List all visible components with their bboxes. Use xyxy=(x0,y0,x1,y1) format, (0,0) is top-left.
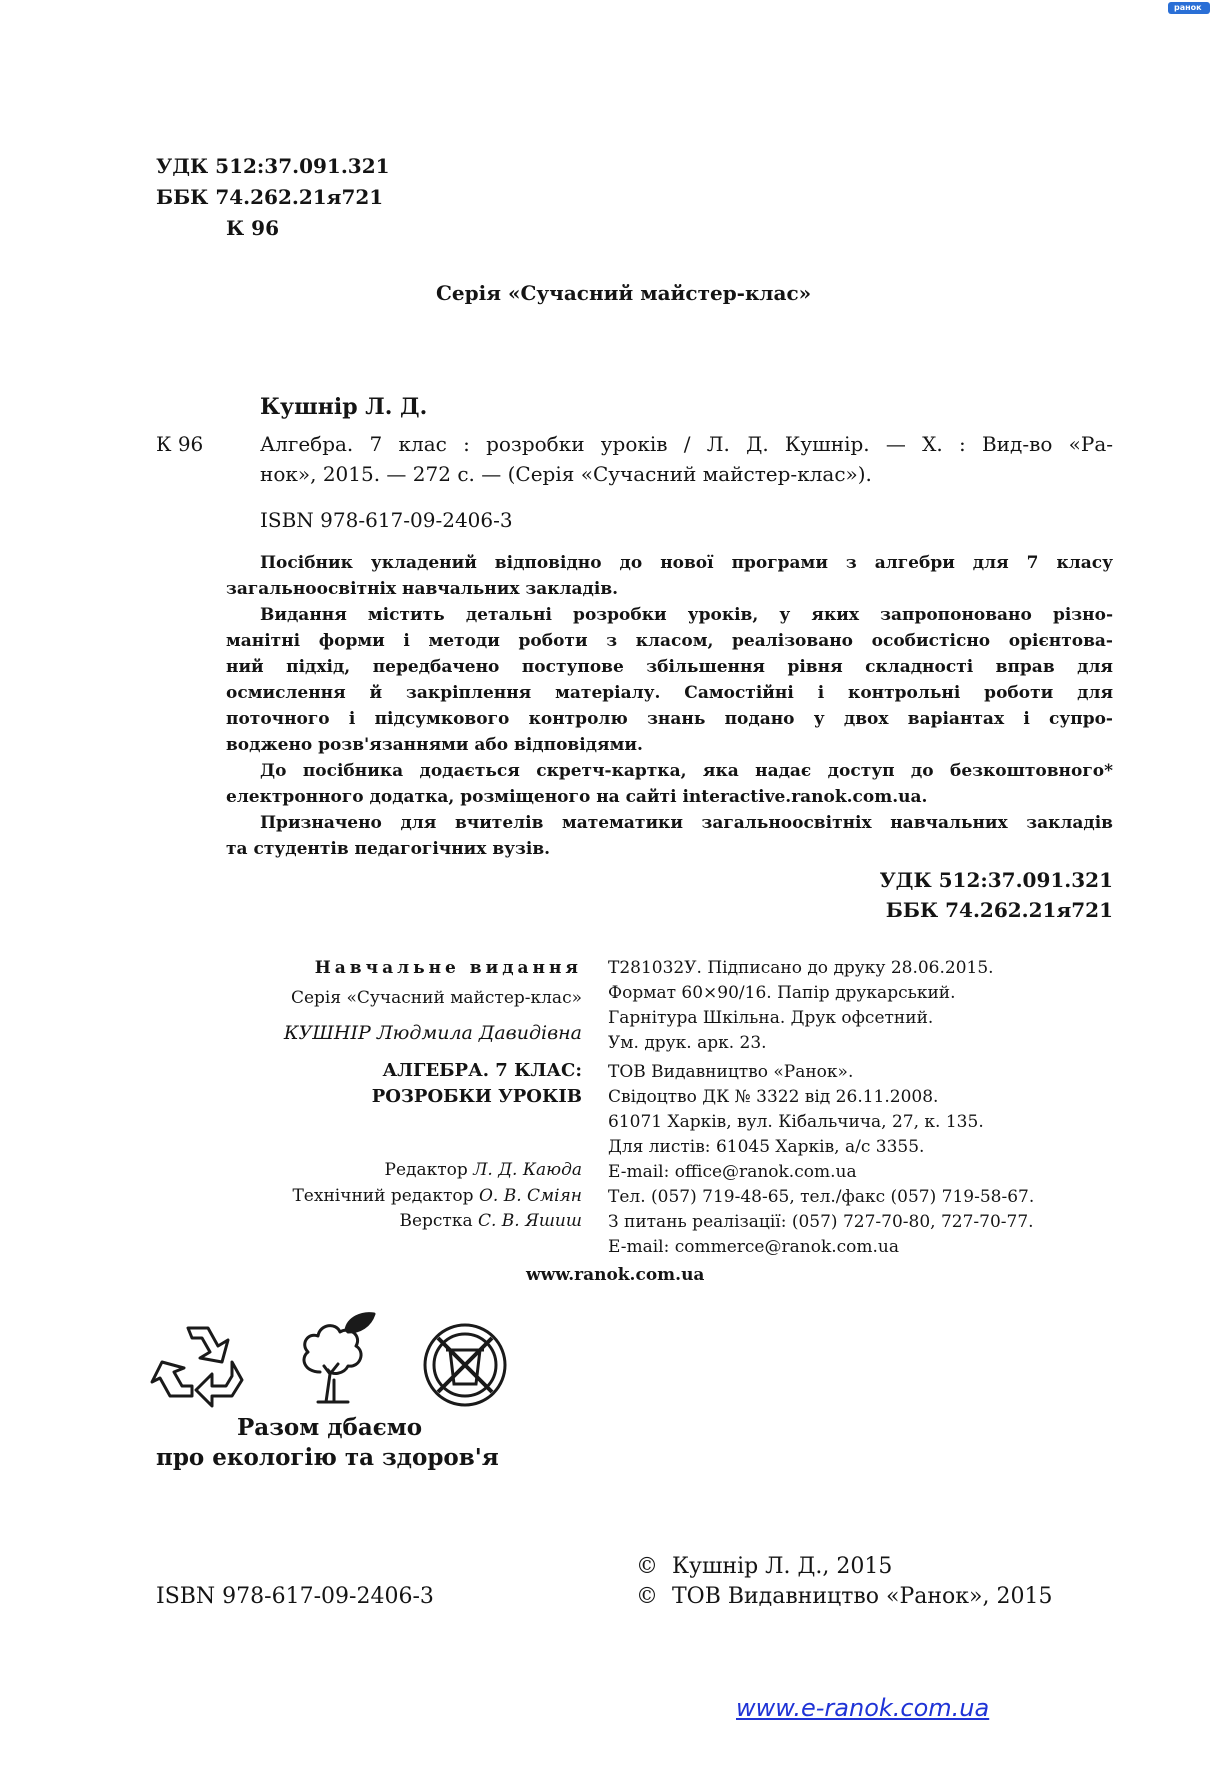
layout-label: Верстка xyxy=(399,1211,473,1231)
tech-editor-name: О. В. Сміян xyxy=(478,1186,582,1206)
e-ranok-link[interactable]: www.e-ranok.com.ua xyxy=(736,1694,990,1722)
annotation-line: ний підхід, передбачено поступове збільшення рівня складності вправ для xyxy=(226,657,1113,677)
catalog-isbn: ISBN 978-617-09-2406-3 xyxy=(260,508,513,532)
isbn-bottom: ISBN 978-617-09-2406-3 xyxy=(156,1584,434,1609)
annotation-line: Посібник укладений відповідно до нової програми з алгебри для 7 класу xyxy=(260,553,1113,573)
annotation-line: воджено розв'язаннями або відповідями. xyxy=(226,735,643,755)
imprint-title-2: РОЗРОБКИ УРОКІВ xyxy=(371,1086,582,1107)
imprint-line: Тел. (057) 719-48-65, тел./факс (057) 719-58-67. xyxy=(608,1187,1035,1207)
copyright-author: © Кушнір Л. Д., 2015 xyxy=(636,1554,893,1579)
bbk-code-right: ББК 74.262.21я721 xyxy=(885,898,1113,922)
imprint-line: E-mail: office@ranok.com.ua xyxy=(608,1162,857,1182)
annotation-line: Видання містить детальні розробки уроків, у яких запропоновано різно- xyxy=(260,605,1113,625)
tree-icon xyxy=(290,1310,380,1410)
imprint-line: Ум. друк. арк. 23. xyxy=(608,1033,767,1053)
imprint-line: 61071 Харків, вул. Кібальчича, 27, к. 135. xyxy=(608,1112,984,1132)
imprint-line: Т281032У. Підписано до друку 28.06.2015. xyxy=(608,958,994,978)
imprint-line: З питань реалізації: (057) 727-70-80, 727-70-77. xyxy=(608,1212,1034,1232)
bbk-code: ББК 74.262.21я721 xyxy=(156,185,384,209)
annotation-line: Призначено для вчителів математики загальноосвітніх навчальних закладів xyxy=(260,813,1113,833)
author-heading: Кушнір Л. Д. xyxy=(260,394,428,420)
copyright-publisher: © ТОВ Видавництво «Ранок», 2015 xyxy=(636,1584,1053,1609)
tech-editor-credit xyxy=(260,1186,582,1206)
imprint-line: ТОВ Видавництво «Ранок». xyxy=(608,1062,854,1082)
catalog-line-2: нок», 2015. — 272 с. — (Серія «Сучасний майстер-клас»). xyxy=(260,462,872,486)
layout-name: С. В. Яшиш xyxy=(477,1211,582,1231)
imprint-line: E-mail: commerce@ranok.com.ua xyxy=(608,1237,900,1257)
series-line: Серія «Сучасний майстер-клас» xyxy=(436,281,812,305)
eco-slogan-line-2: про екологію та здоров'я xyxy=(156,1444,499,1471)
annotation-line: електронного додатка, розміщеного на сайті interactive.ranok.com.ua. xyxy=(226,787,928,807)
imprint-line: Формат 60×90/16. Папір друкарський. xyxy=(608,983,956,1003)
corner-logo xyxy=(1168,2,1210,14)
catalog-code: К 96 xyxy=(156,432,204,456)
annotation-line: та студентів педагогічних вузів. xyxy=(226,839,551,859)
editor-name: Л. Д. Каюда xyxy=(473,1160,582,1180)
editor-label: Редактор xyxy=(384,1160,468,1180)
editor-credit xyxy=(260,1160,582,1180)
imprint-line: Гарнітура Шкільна. Друк офсетний. xyxy=(608,1008,934,1028)
imprint-title-1: АЛГЕБРА. 7 КЛАС: xyxy=(382,1060,582,1081)
annotation-line: До посібника додається скретч-картка, яка надає доступ до безкоштовного* xyxy=(260,761,1113,781)
no-waste-icon xyxy=(420,1320,510,1410)
imprint-author: КУШНІР Людмила Давидівна xyxy=(283,1022,582,1044)
annotation-line: загальноосвітніх навчальних закладів. xyxy=(226,579,619,599)
publisher-website: www.ranok.com.ua xyxy=(526,1265,705,1285)
catalog-line-1: Алгебра. 7 клас : розробки уроків / Л. Д. Кушнір. — Х. : Вид-во «Ра- xyxy=(260,432,1113,456)
imprint-line: Свідоцтво ДК № 3322 від 26.11.2008. xyxy=(608,1087,939,1107)
recycle-icon xyxy=(150,1318,252,1410)
udk-code-right: УДК 512:37.091.321 xyxy=(879,868,1113,892)
udk-code: УДК 512:37.091.321 xyxy=(156,154,390,178)
annotation-line: поточного і підсумкового контролю знань подано у двох варіантах і супро- xyxy=(226,709,1113,729)
layout-credit xyxy=(260,1211,582,1231)
annotation-line: осмислення й закріплення матеріалу. Самостійні і контрольні роботи для xyxy=(226,683,1113,703)
edition-type: Навчальне видання xyxy=(314,958,582,978)
author-mark: К 96 xyxy=(226,216,279,240)
tech-editor-label: Технічний редактор xyxy=(292,1186,474,1206)
imprint-line: Для листів: 61045 Харків, а/с 3355. xyxy=(608,1137,925,1157)
eco-slogan-line-1: Разом дбаємо xyxy=(237,1414,423,1441)
corner-logo-text: ранок xyxy=(1174,3,1202,12)
annotation-line: манітні форми і методи роботи з класом, реалізовано особистісно орієнтова- xyxy=(226,631,1113,651)
imprint-series: Серія «Сучасний майстер-клас» xyxy=(290,988,582,1008)
